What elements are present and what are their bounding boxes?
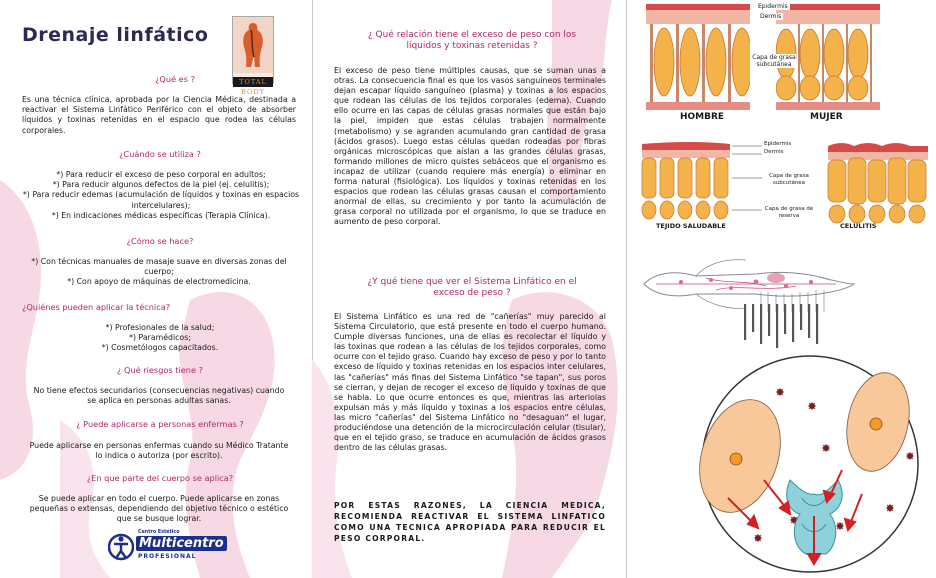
list-item: *) Profesionales de la salud; xyxy=(105,323,215,332)
panel-3 xyxy=(626,0,936,578)
question-riesgos: ¿ Qué riesgos tiene ? xyxy=(117,365,203,375)
body-silhouette-icon xyxy=(233,17,273,73)
question-cuando-se-utiliza: ¿Cuándo se utiliza ? xyxy=(119,149,201,159)
list-item: *) En indicaciones médicas específicas (Terapia Clínica). xyxy=(51,210,271,220)
answer-personas-enfermas: Puede aplicarse en personas enfermas cuando su Médico Tratante lo indica o autoriza (por escrito). xyxy=(29,441,289,461)
multicentro-logo xyxy=(108,530,224,564)
list-item: *) Paramédicos; xyxy=(129,333,191,343)
label-capa-grasa: Capa de grasa subcutánea xyxy=(752,54,796,68)
label-tejido-saludable: TEJIDO SALUDABLE xyxy=(656,222,726,230)
list-item: *) Con apoyo de máquinas de electromedicina. xyxy=(67,277,251,287)
list-item: *) Cosmetólogos capacitados. xyxy=(101,343,219,353)
book-cover-image xyxy=(232,16,274,96)
logo-brand-text: Multicentro xyxy=(136,536,227,551)
runner-logo-icon xyxy=(108,532,134,562)
cell-microcirculation-diagram xyxy=(690,348,930,578)
book-cover-title: TOTAL BODY xyxy=(233,77,273,87)
label-dermis-2: Dermis xyxy=(764,149,784,155)
conclusion-text: POR ESTAS RAZONES, LA CIENCIA MEDICA, RECOMIENDA REACTIVAR EL SISTEMA LINFATICO COMO UNA TECNICA APROPIADA PARA REDUCIR EL PESO CORPORAL. xyxy=(334,501,606,543)
question-personas-enfermas: ¿ Puede aplicarse a personas enfermas ? xyxy=(76,419,244,429)
answer-sistema-linfatico: El Sistema Linfático es una red de "cañerías" muy parecido al Sistema Circulatorio, que está presente en todo el cuerpo humano. Cumple diversas funciones, una de ellas es recolectar el líquido y las toxinas que rodean a las células de los tejidos corporales, como ocurre con el tejido graso. Cuando hay exceso de peso y por lo tanto exceso de líquido y toxinas retenidas en los espacios inter celulares, las "cañerías" más finas del Sistema Linfático "se tapan", sus poros se cierran, y dejan de recoger el exceso de líquido y toxinas de que se habla. Lo que ocurre entonces es que, mientras las arteriolas expulsan más y más líquido y toxinas a los espacios entre células, las micro "cañerías" del Sistema Linfático no "desaguan" el lugar, produciéndose una detención de la microcirculación celular (tisular), que en el tejido graso, se traduce en acumulación de ácidos grasos dentro de las células grasas. xyxy=(334,312,606,453)
panel-2 xyxy=(312,0,626,578)
label-hombre: HOMBRE xyxy=(680,112,725,122)
question-parte-del-cuerpo: ¿En que parte del cuerpo se aplica? xyxy=(86,473,234,483)
label-capa-reserva: Capa de grasa de reserva xyxy=(764,206,814,219)
list-item: *) Con técnicas manuales de masaje suave en diversas zonas del cuerpo; xyxy=(31,257,287,277)
label-epidermis: Epidermis xyxy=(758,3,788,10)
logo-small-text: Centro Estético xyxy=(138,530,180,535)
question-quienes-pueden-aplicar: ¿Quiénes pueden aplicar la técnica? xyxy=(22,302,171,312)
question-sistema-linfatico: ¿Y qué tiene que ver el Sistema Linfático en el exceso de peso ? xyxy=(367,277,577,298)
question-que-es: ¿Qué es ? xyxy=(155,74,195,84)
question-como-se-hace: ¿Cómo se hace? xyxy=(126,236,194,246)
answer-cuando-se-utiliza xyxy=(22,170,300,221)
answer-riesgos: No tiene efectos secundarios (consecuencias negativas) cuando se aplica en personas adultas sanas. xyxy=(33,386,285,406)
answer-relacion-exceso-peso: El exceso de peso tiene múltiples causas, que se suman unas a otras. La consecuencia final es que los vasos sanguíneos terminales dejan escapar líquido sanguíneo (plasma) y toxinas a los espacios que rodean las células de los tejidos corporales (edema). Cuando ello ocurre en las capas de células grasas normales que están bajo la piel, impiden que estas células trabajen normalmente (metabolismo) y se agranden acumulando gran cantidad de grasa (ácidos grasos). Luego estas células quedan rodeadas por fibras orgánicas microscópicas que aíslan a las grandes células grasas, formando millones de micro quistes sebáceos que el organismo es incapaz de utilizar (cuando requiere más energía) o eliminar en forma natural (fisiológica). Los líquidos y toxinas retenidas en los espacios que rodean las células grasas causan el comportamiento anormal de ellas, su crecimiento y por tanto la acumulación de grasa corporal no utilizada por el organismo, lo que se traduce en aumento de peso corporal. xyxy=(334,66,606,227)
answer-parte-del-cuerpo: Se puede aplicar en todo el cuerpo. Puede aplicarse en zonas pequeñas o extensas, dependiendo del objetivo técnico o estético que se busque lograr. xyxy=(29,494,289,524)
panel-1 xyxy=(0,0,312,578)
answer-quienes-pueden-aplicar xyxy=(60,323,260,354)
label-capa-grasa-2: Capa de grasa subcutánea xyxy=(769,173,809,186)
label-dermis: Dermis xyxy=(760,13,782,20)
list-item: *) Para reducir algunos defectos de la piel (ej. celulitis); xyxy=(52,180,270,190)
logo-subtitle-text: PROFESIONAL xyxy=(138,553,197,560)
answer-que-es: Es una técnica clínica, aprobada por la Ciencia Médica, destinada a reactivar el Sistema Linfático Periférico con el objeto de absorber líquidos y toxinas retenidas en el espacio que rodea las células corporales. xyxy=(22,95,296,135)
list-item: *) Para reducir el exceso de peso corporal en adultos; xyxy=(56,170,266,179)
brochure-title: Drenaje linfático xyxy=(22,24,209,46)
label-epidermis-2: Epidermis xyxy=(764,141,792,147)
answer-como-se-hace xyxy=(26,257,292,288)
list-item: *) Para reducir edemas (acumulación de líquidos y toxinas en espacios intercelulares); xyxy=(22,190,300,210)
label-celulitis: CELULITIS xyxy=(840,222,877,230)
label-mujer: MUJER xyxy=(810,112,843,122)
question-relacion-exceso-peso: ¿ Qué relación tiene el exceso de peso con los líquidos y toxinas retenidas ? xyxy=(367,30,577,51)
